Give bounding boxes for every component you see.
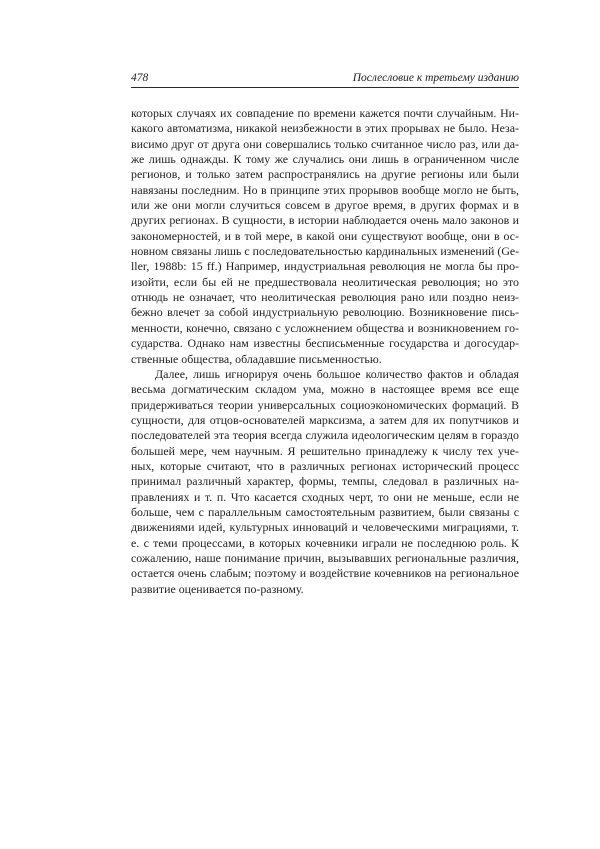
text-line: какого автоматизма, никакой неизбежности в этих прорывах не было. Неза- — [131, 121, 519, 136]
text-line: придерживаться теории универсальных социоэкономических формаций. В — [131, 397, 519, 412]
text-line: сударства. Однако нам известны бесписьменные государства и догосудар- — [131, 336, 519, 351]
text-line: больше, чем с параллельным самостоятельным развитием, были связаны с — [131, 504, 519, 519]
text-line: или же они могли случиться совсем в другое время, в других формах и в — [131, 198, 519, 213]
text-line: которых случаях их совпадение по времени кажется почти случайным. Ни- — [131, 106, 519, 120]
text-line: последователей эта теория всегда служила идеологическим целям в гораздо — [131, 428, 519, 443]
text-line: менности, конечно, связано с усложнением общества и возникновением го- — [131, 320, 519, 335]
text-line: навязаны последним. Но в принципе этих прорывов вообще могло не быть, — [131, 182, 519, 197]
text-line: остается очень слабым; поэтому и воздействие кочевников на региональное — [131, 566, 519, 581]
text-line: регионов, и только затем распространялись на другие регионы или были — [131, 167, 519, 182]
text-line: правлениях и т. п. Что касается сходных черт, то они не меньше, если не — [131, 489, 519, 504]
text-line: ных, которые считают, что в различных регионах исторический процесс — [131, 458, 519, 473]
paragraph-1 — [131, 106, 519, 367]
text-line: Далее, лишь игнорируя очень большое количество фактов и обладая — [155, 366, 519, 381]
running-title: Послесловие к третьему изданию — [352, 72, 519, 84]
text-line: закономерностей, и в той мере, в какой они существуют вообще, они в ос- — [131, 228, 519, 243]
text-line: ller, 1988b: 15 ff.) Например, индустриальная революция не могла бы про- — [131, 259, 519, 274]
text-line: развитие оценивается по-разному. — [131, 581, 304, 596]
text-line: бежно влечет за собой индустриальную революцию. Возникновение пись- — [131, 305, 519, 320]
text-line: большей мере, чем научным. Я решительно принадлежу к числу тех уче- — [131, 443, 519, 458]
body-text — [131, 106, 519, 597]
text-line: принимал различный характер, формы, темпы, следовал в различных на- — [131, 474, 519, 489]
text-line: изойти, если бы ей не предшествовала неолитическая революция; но это — [131, 274, 519, 289]
text-line: сожалению, наше понимание причин, вызывавших региональные различия, — [131, 550, 519, 565]
text-line: же лишь однажды. К тому же случались они лишь в ограниченном числе — [131, 152, 519, 167]
page-number: 478 — [131, 72, 149, 84]
text-line: ственные общества, обладавшие письменностью. — [131, 351, 382, 366]
paragraph-2 — [131, 367, 519, 597]
text-line: весьма догматическим складом ума, можно в настоящее время все еще — [131, 382, 519, 397]
page-header — [131, 71, 519, 88]
text-line: е. с теми процессами, в которых кочевники играли не последнюю роль. К — [131, 535, 519, 550]
text-line: висимо друг от друга они совершались только считанное число раз, или да- — [131, 136, 519, 151]
text-line: отнюдь не означает, что неолитическая революция рано или поздно неиз- — [131, 290, 519, 305]
text-line: сущности, для отцов-основателей марксизма, а затем для их попутчиков и — [131, 412, 519, 427]
text-line: новном связаны лишь с последовательностью кардинальных изменений (Ge- — [131, 244, 519, 259]
text-line: движениями идей, культурных инноваций и человеческими миграциями, т. — [131, 520, 519, 535]
text-line: других регионах. В сущности, в истории наблюдается очень мало законов и — [131, 213, 519, 228]
